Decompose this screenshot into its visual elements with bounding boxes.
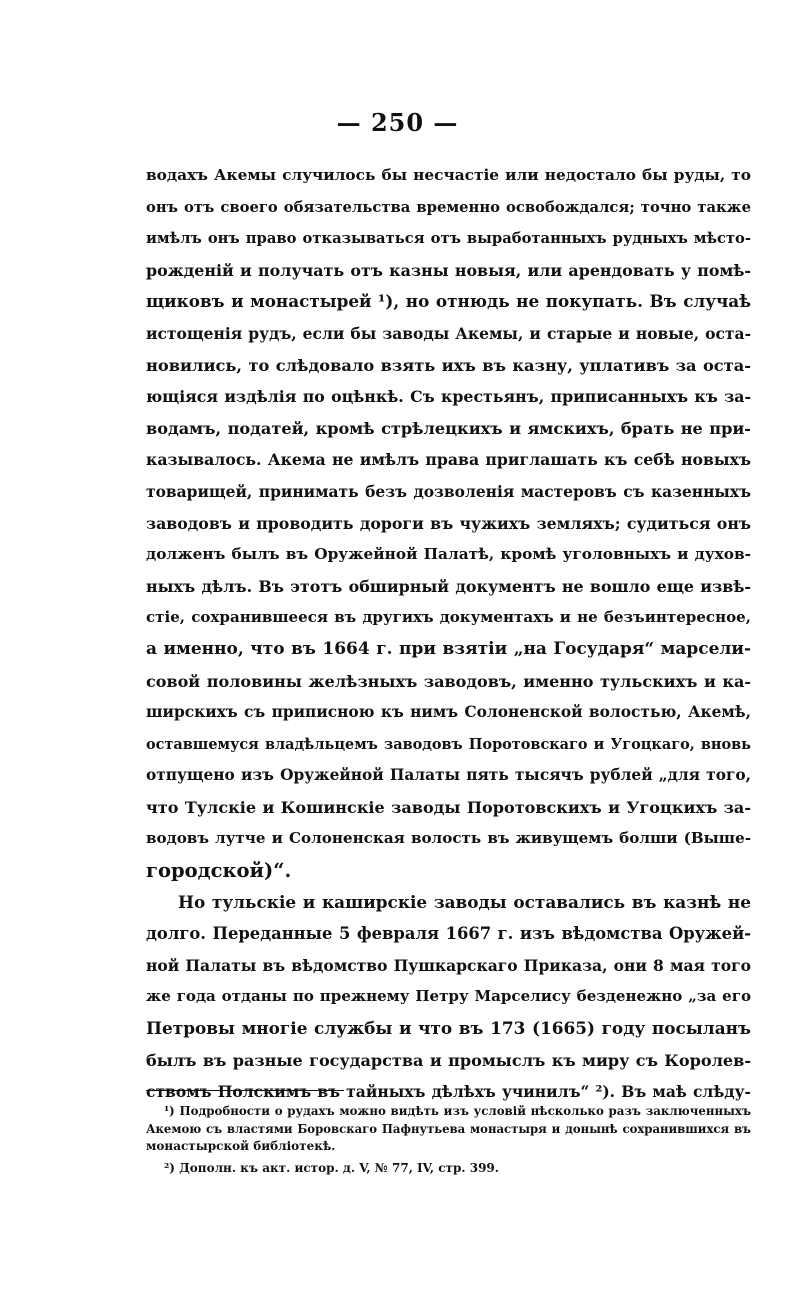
text-line: ной Палаты въ вѣдомство Пушкарскаго Приказа, они 8 мая того [146,955,751,975]
page-number: — 250 — [336,108,459,137]
text-line: долго. Переданные 5 февраля 1667 г. изъ вѣдомства Оружей- [146,924,751,944]
text-line: ныхъ дѣлъ. Въ этотъ обширный документъ не вошло еще извѣ- [146,576,751,596]
text-line: товарищей, принимать безъ дозволенія мастеровъ съ казенныхъ [146,481,751,501]
text-line: былъ въ разные государства и промыслъ къ миру съ Королев- [146,1050,751,1070]
text-line: онъ отъ своего обязательства временно освобождался; точно также [146,198,751,216]
text-line: водовъ лутче и Солоненская волость въ живущемъ болши (Выше- [146,829,751,848]
text-line: отпущено изъ Оружейной Палаты пять тысячъ рублей „для того, [146,766,751,785]
text-line: ющіяся издѣлія по оцѣнкѣ. Съ крестьянъ, приписанныхъ къ за- [146,387,751,407]
footnote-line: Акемою съ властями Боровскаго Пафнутьева монастыря и донынѣ сохранившихся въ [146,1121,751,1136]
text-line: истощенія рудъ, если бы заводы Акемы, и старые и новые, оста- [146,323,751,343]
text-line: новились, то слѣдовало взять ихъ въ казну, уплативъ за оста- [146,355,751,375]
text-line: что Тулскіе и Кошинскіе заводы Поротовскихъ и Угоцкихъ за- [146,797,751,817]
footnote-line: монастырской библіотекѣ. [146,1139,336,1153]
footnotes [146,1103,751,1177]
paragraph-first-line: Но тульскіе и каширскіе заводы оставались въ казнѣ не [178,891,751,912]
main-text [146,160,751,1108]
text-line: же года отданы по прежнему Петру Марселису безденежно „за его [146,987,751,1006]
text-line: совой половины желѣзныхъ заводовъ, именно тульскихъ и ка- [146,671,751,691]
text-line: щиковъ и монастырей ¹), но отнюдь не покупать. Въ случаѣ [146,291,751,312]
text-line: Петровы многіе службы и что въ 173 (1665) году посыланъ [146,1018,751,1039]
text-line: долженъ былъ въ Оружейной Палатѣ, кромѣ уголовныхъ и духов- [146,545,751,564]
text-line: стіе, сохранившееся въ другихъ документахъ и не безъинтересное, [146,608,751,627]
text-line: рожденій и получать отъ казны новыя, или арендовать у помѣ- [146,260,751,280]
text-line: городской)“. [146,859,292,883]
footnote-line: ¹) Подробности о рудахъ можно видѣть изъ условій нѣсколько разъ заключенныхъ [164,1104,751,1118]
text-line: имѣлъ онъ право отказываться отъ выработанныхъ рудныхъ мѣсто- [146,230,751,248]
footnote-divider [146,1090,344,1091]
text-line: казывалось. Акема не имѣлъ права приглашать къ себѣ новыхъ [146,450,751,470]
text-line: водахъ Акемы случилось бы несчастіе или недостало бы руды, то [146,166,751,184]
text-line: водамъ, податей, кромѣ стрѣлецкихъ и ямскихъ, брать не при- [146,418,751,438]
text-line: а именно, что въ 1664 г. при взятіи „на Государя“ марсели- [146,638,751,659]
footnote-line: ²) Дополн. къ акт. истор. д. V, № 77, IV, стр. 399. [164,1160,499,1175]
text-line: ширскихъ съ приписною къ нимъ Солоненской волостью, Акемѣ, [146,703,751,722]
text-line: ствомъ Полскимъ въ тайныхъ дѣлѣхъ учинилъ“ ²). Въ маѣ слѣду- [146,1082,751,1102]
text-line: оставшемуся владѣльцемъ заводовъ Поротовскаго и Угоцкаго, вновь [146,735,751,753]
text-line: заводовъ и проводить дороги въ чужихъ земляхъ; судиться онъ [146,513,751,533]
